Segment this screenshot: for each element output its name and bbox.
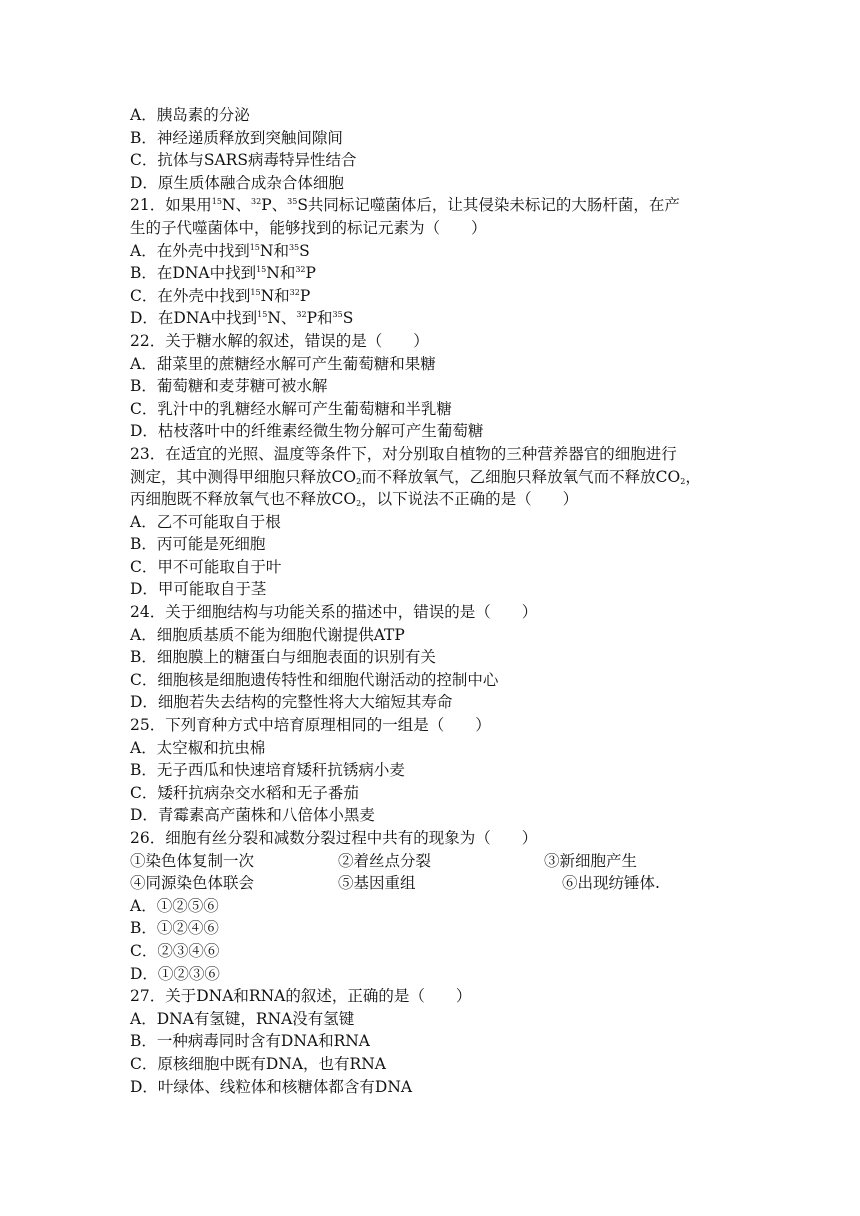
q26-items-row2: [130, 872, 730, 895]
isotope-superscript: 32: [295, 265, 306, 275]
q20-option-a: A．胰岛素的分泌: [130, 106, 250, 124]
option-text: B．在DNA中找到: [130, 264, 257, 283]
element-symbol: N和: [266, 264, 296, 283]
q23-stem-line1: 23．在适宜的光照、温度等条件下，对分别取自植物的三种营养器官的细胞进行: [130, 444, 677, 463]
element-symbol: P: [299, 286, 311, 305]
element-symbol: P、: [261, 196, 288, 215]
isotope-superscript: 15: [256, 265, 267, 275]
q24-option-b: B．细胞膜上的糖蛋白与细胞表面的识别有关: [130, 648, 436, 667]
element-symbol: S: [299, 241, 310, 260]
q26-option-a: A．①②⑤⑥: [130, 896, 219, 915]
q21-option-b: [130, 262, 730, 285]
q22-option-a: A．甜菜里的蔗糖经水解可产生葡萄糖和果糖: [130, 354, 436, 373]
q21-stem-text: S共同标记噬菌体后，让其侵染未标记的大肠杆菌，在产: [297, 196, 680, 215]
q21-option-c: [130, 285, 730, 308]
option-text: A．在外壳中找到: [130, 241, 250, 260]
q23-stem-text: 而不释放氧气，乙细胞只释放氧气而不释放CO: [361, 467, 681, 486]
q23-stem-text: 测定，其中测得甲细胞只释放CO: [130, 467, 357, 486]
q21-option-a: [130, 240, 730, 263]
q21-stem-text: 21．如果用: [130, 196, 212, 215]
isotope-superscript: 35: [332, 310, 343, 320]
option-text: C．在外壳中找到: [130, 286, 251, 305]
element-symbol: S: [342, 309, 354, 328]
subscript: 2: [356, 476, 362, 486]
q25-option-a: A．太空椒和抗虫棉: [130, 738, 266, 757]
q24-option-d: D．细胞若失去结构的完整性将大大缩短其寿命: [130, 693, 453, 712]
element-symbol: N和: [259, 241, 289, 260]
q22-option-c: C．乳汁中的乳糖经水解可产生葡萄糖和半乳糖: [130, 399, 452, 418]
q27-option-a: A．DNA有氢键，RNA没有氢键: [130, 1009, 355, 1028]
q21-stem-line2: 生的子代噬菌体中，能够找到的标记元素为（ ）: [130, 218, 487, 237]
q23-option-d: D．甲可能取自于茎: [130, 580, 267, 599]
isotope-superscript: 32: [251, 197, 262, 207]
element-symbol: P: [305, 264, 316, 283]
q25-option-c: C．矮秆抗病杂交水稻和无子番茄: [130, 783, 359, 802]
q24-option-c: C．细胞核是细胞遗传特性和细胞代谢活动的控制中心: [130, 670, 499, 689]
isotope-superscript: 15: [250, 287, 261, 297]
subscript: 2: [356, 499, 362, 509]
q23-stem-line2: [130, 466, 730, 489]
isotope-superscript: 15: [257, 310, 268, 320]
isotope-superscript: 35: [287, 197, 298, 207]
q24-stem: 24．关于细胞结构与功能关系的描述中，错误的是（ ）: [130, 603, 538, 622]
isotope-superscript: 32: [296, 310, 307, 320]
q22-option-d: D．枯枝落叶中的纤维素经微生物分解可产生葡萄糖: [130, 422, 484, 441]
q21-stem-line1: [130, 194, 730, 217]
q23-option-b: B．丙可能是死细胞: [130, 535, 266, 554]
q23-stem-line3: [130, 488, 730, 511]
element-symbol: P和: [306, 309, 333, 328]
q25-stem: 25．下列育种方式中培育原理相同的一组是（ ）: [130, 716, 491, 735]
q26-items-row1: [130, 850, 730, 873]
q22-stem: 22．关于糖水解的叙述，错误的是（ ）: [130, 331, 429, 350]
isotope-superscript: 35: [288, 242, 300, 252]
q27-option-d: D．叶绿体、线粒体和核糖体都含有DNA: [130, 1077, 413, 1096]
q23-option-c: C．甲不可能取自于叶: [130, 557, 282, 576]
q26-item: ⑤基因重组: [338, 874, 416, 893]
element-symbol: N、: [267, 309, 297, 328]
q25-option-b: B．无子西瓜和快速培育矮秆抗锈病小麦: [130, 761, 405, 780]
q24-option-a: A．细胞质基质不能为细胞代谢提供ATP: [130, 625, 405, 644]
q26-stem: 26．细胞有丝分裂和减数分裂过程中共有的现象为（ ）: [130, 829, 538, 847]
q26-item: ④同源染色体联会: [130, 874, 255, 893]
element-symbol: N和: [260, 286, 290, 305]
q26-item: ①染色体复制一次: [130, 851, 255, 870]
q22-option-b: B．葡萄糖和麦芽糖可被水解: [130, 377, 328, 396]
option-text: D．在DNA中找到: [130, 309, 258, 328]
isotope-superscript: 15: [249, 242, 260, 252]
q23-stem-text: ，以下说法不正确的是（ ）: [361, 490, 579, 509]
subscript: 2: [680, 476, 686, 486]
q26-option-b: B．①②④⑥: [130, 919, 219, 938]
question-list: [130, 104, 730, 1098]
q21-option-d: [130, 307, 730, 330]
q27-option-c: C．原核细胞中既有DNA，也有RNA: [130, 1054, 386, 1073]
q26-item: ③新细胞产生: [544, 851, 638, 870]
q26-item: ⑥出现纺锤体.: [562, 874, 660, 893]
q20-option-c: C．抗体与SARS病毒特异性结合: [130, 151, 357, 170]
q20-option-b: B．神经递质释放到突触间隙间: [130, 128, 343, 147]
isotope-superscript: 15: [211, 197, 222, 207]
q23-stem-text: 丙细胞既不释放氧气也不释放CO: [130, 490, 357, 509]
q26-item: ②着丝点分裂: [338, 851, 432, 870]
q23-option-a: A．乙不可能取自于根: [130, 512, 281, 531]
element-symbol: N、: [221, 196, 251, 215]
q25-option-d: D．青霉素高产菌株和八倍体小黑麦: [130, 806, 375, 825]
q23-stem-text: ，: [685, 467, 701, 486]
q27-stem: 27．关于DNA和RNA的叙述，正确的是（ ）: [130, 987, 472, 1006]
q27-option-b: B．一种病毒同时含有DNA和RNA: [130, 1032, 371, 1051]
q20-option-d: D．原生质体融合成杂合体细胞: [130, 173, 344, 192]
isotope-superscript: 32: [289, 287, 300, 297]
q26-option-c: C．②③④⑥: [130, 941, 220, 960]
q26-option-d: D．①②③⑥: [130, 964, 220, 983]
